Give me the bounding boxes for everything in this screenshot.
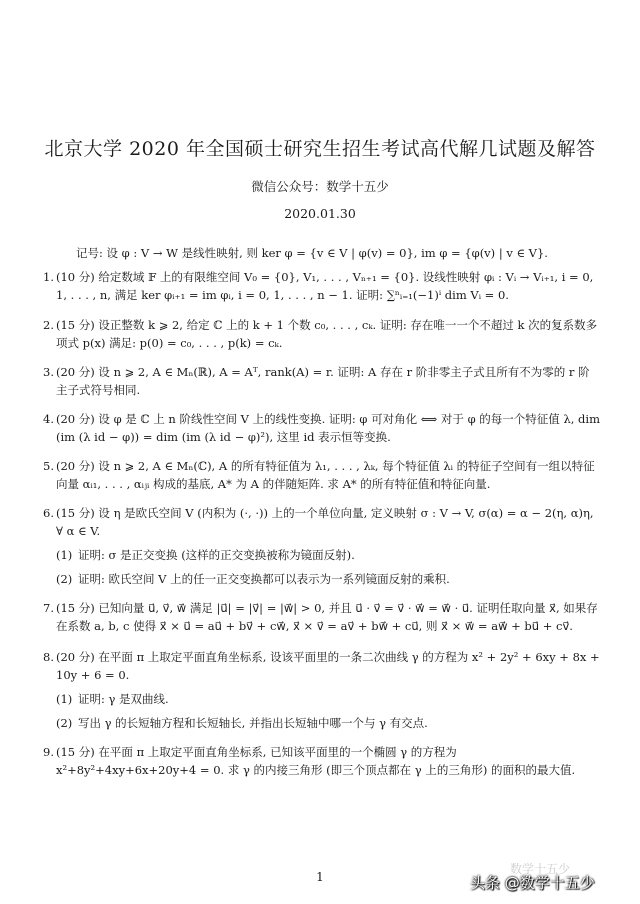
problem-number: 7. <box>43 601 54 615</box>
problem-text: (15 分) 设 η 是欧氏空间 V (内积为 (·, ·)) 上的一个单位向量, 定义映射 σ : V → V, σ(α) = α − 2(η, α)η, ∀ α ∈ V. <box>56 506 594 538</box>
sub-question-text: 写出 γ 的长短轴方程和长短轴长, 并指出长短轴中哪一个与 γ 有交点. <box>78 716 428 730</box>
watermark-main-text: 头条 @数学十五少 <box>470 874 595 892</box>
sub-question <box>56 714 600 732</box>
problem-number: 1. <box>43 270 54 284</box>
watermark <box>470 860 630 890</box>
sub-question-text: 证明: σ 是正交变换 (这样的正交变换被称为镜面反射). <box>78 548 355 562</box>
sub-question-text: 证明: 欧氏空间 V 上的任一正交变换都可以表示为一系列镜面反射的乘积. <box>78 572 450 586</box>
problem-number: 4. <box>43 412 54 426</box>
problem-1 <box>28 268 600 304</box>
sub-question <box>56 570 600 588</box>
problem-text: (15 分) 在平面 π 上取定平面直角坐标系, 已知该平面里的一个椭圆 γ 的方程为 x²+8y²+4xy+6x+20y+4 = 0. 求 γ 的内接三角形 (即三个顶点都在 γ 上的三角形) 的面积的最大值. <box>56 745 576 777</box>
sub-question-number: (2) <box>56 572 73 586</box>
problem-text: (15 分) 已知向量 u⃗, v⃗, w⃗ 满足 |u⃗| = |v⃗| = |w⃗| > 0, 并且 u⃗ · v⃗ = v⃗ · w⃗ = w⃗ · u⃗. 证明任取向量 x⃗, 如果存在系数 a, b, c 使得 x⃗ × u⃗ = au⃗ + bv⃗ + cw⃗, x⃗ × v⃗ = av⃗ + bw⃗ + cu⃗, 则 x⃗ × w⃗ = aw⃗ + bu⃗ + cv⃗. <box>56 601 598 633</box>
problem-number: 6. <box>43 506 54 520</box>
problem-text: (15 分) 设正整数 k ⩾ 2, 给定 ℂ 上的 k + 1 个数 c₀, . . . , cₖ. 证明: 存在唯一一个不超过 k 次的复系数多项式 p(x) 满足: p(0) = c₀, . . . , p(k) = cₖ. <box>56 318 598 350</box>
problem-text: (10 分) 给定数域 𝔽 上的有限维空间 V₀ = {0}, V₁, . . . , Vₙ₊₁ = {0}. 设线性映射 φᵢ : Vᵢ → Vᵢ₊₁, i = 0, 1, . . . , n, 满足 ker φᵢ₊₁ = im φᵢ, i = 0, 1, . . . , n − 1. 证明: ∑ⁿᵢ₌₁(−1)ⁱ dim Vᵢ = 0. <box>56 270 594 302</box>
problem-9 <box>28 743 600 779</box>
problem-text: (20 分) 设 n ⩾ 2, A ∈ Mₙ(ℝ), A = Aᵀ, rank(A) = r. 证明: A 存在 r 阶非零主子式且所有不为零的 r 阶主子式符号相同. <box>56 365 590 397</box>
sub-question-number: (1) <box>56 548 73 562</box>
page-number: 1 <box>316 870 324 884</box>
sub-question-list <box>56 546 600 588</box>
problem-4 <box>28 410 600 446</box>
problem-text: (20 分) 在平面 π 上取定平面直角坐标系, 设该平面里的一条二次曲线 γ 的方程为 x² + 2y² + 6xy + 8x + 10y + 6 = 0. <box>56 650 600 682</box>
page-title: 北京大学 2020 年全国硕士研究生招生考试高代解几试题及解答 <box>44 138 596 160</box>
problem-2 <box>28 316 600 352</box>
problem-number: 9. <box>43 745 54 759</box>
watermark-ghost-text: 数学十五少 <box>510 862 571 876</box>
problem-6 <box>28 504 600 588</box>
problem-number: 2. <box>43 318 54 332</box>
problem-5 <box>28 457 600 493</box>
problem-8 <box>28 648 600 732</box>
problem-number: 8. <box>43 650 54 664</box>
exam-date: 2020.01.30 <box>284 206 356 221</box>
sub-question-number: (2) <box>56 716 73 730</box>
sub-question <box>56 690 600 708</box>
problem-text: (20 分) 设 φ 是 ℂ 上 n 阶线性空间 V 上的线性变换. 证明: φ 可对角化 ⟺ 对于 φ 的每一个特征值 λ, dim (im (λ id − φ)) = dim (im (λ id − φ)²), 这里 id 表示恒等变换. <box>56 412 600 444</box>
problem-7 <box>28 599 600 635</box>
sub-question-number: (1) <box>56 692 73 706</box>
sub-question-text: 证明: γ 是双曲线. <box>78 692 169 706</box>
problem-text: (20 分) 设 n ⩾ 2, A ∈ Mₙ(ℂ), A 的所有特征值为 λ₁, . . . , λₖ, 每个特征值 λᵢ 的特征子空间有一组以特征向量 αᵢ₁, . . . , αᵢⱼᵢ 构成的基底, A* 为 A 的伴随矩阵. 求 A* 的所有特征值和特征向量. <box>56 459 595 491</box>
problem-3 <box>28 363 600 399</box>
sub-question-list <box>56 690 600 732</box>
notation-paragraph: 记号: 设 φ : V → W 是线性映射, 则 ker φ = {v ∈ V | φ(v) = 0}, im φ = {φ(v) | v ∈ V}. <box>76 246 548 260</box>
sub-question <box>56 546 600 564</box>
problem-list <box>28 268 600 779</box>
problem-number: 5. <box>43 459 54 473</box>
wechat-subtitle: 微信公众号：数学十五少 <box>251 179 389 194</box>
problem-number: 3. <box>43 365 54 379</box>
